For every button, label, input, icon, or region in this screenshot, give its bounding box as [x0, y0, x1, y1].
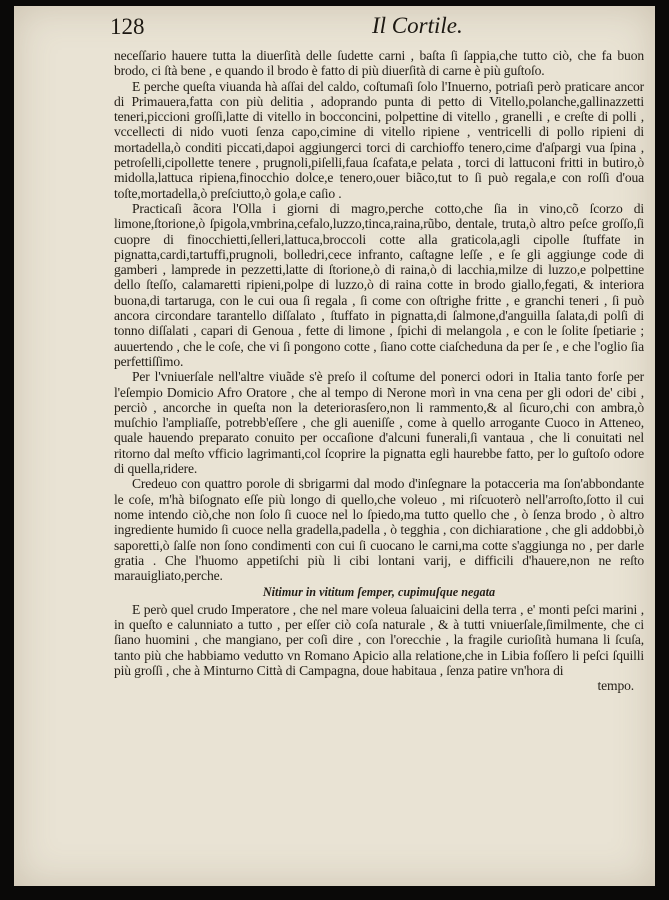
book-page	[14, 6, 655, 886]
body-text	[114, 48, 644, 693]
paragraph: E perche queſta viuanda hà aſſai del caldo, coſtumaſi ſolo l'Inuerno, potriaſi però praticare ancor di Primauera,fatta con più delitia , adoprando punta di petto di Vitello,polanche,gallinazzetti teneri,piccioni groſſi,latte di vitello in bocconcini, polpettine di vitello , granelli , e creſte di polli , vccellecti di nido vuoti ſenza capo,cimine di vitello ripiene , ventricelli di pollo ripieni di mortadella,ò conditi piccati,dapoi aggiungerci torci di carchioffo tenero,cime d'aſpargi vua ſpina , petroſelli,cipollette tenere , prugnoli,piſelli,faua ſcafata,e pelata , torci di lattuconi fritti in butiro,ò midolla,lattuca ripiena,finocchio dolce,e tenero,ouer biãco,tut to ſi può regala,e con roſſi d'oua toſte,mortadella,ò preſciutto,ò gola,e caſio .	[114, 78, 644, 201]
running-title: Il Cortile.	[372, 13, 463, 38]
paragraph: Credeuo con quattro porole di sbrigarmi dal modo d'inſegnare la potacceria ma ſon'abbondante le coſe, m'hà biſognato eſſe più longo di quello,che voleuo , mi riſcuoterò nell'arroſto,ſotto il cui nome intendo ciò,che non ſolo ſi cuoce nel lo ſpiedo,ma tutto quello che , ò ſenza brodo , ò altro ingrediente humido ſi cuoce nella gradella,padella , ò tegghia , con dichiaratione , che gli addobbi,ò saporetti,ò ſalſe non ſono condimenti con cui ſi cuocano le carni,ma cotte s'aggiunga no , per darle gratia . Che l'huomo appetiſchi più li cibi lontani varij, e difficili d'hauere,non ne reſto marauigliato,perche.	[114, 476, 644, 584]
paragraph-end-word: tempo.	[597, 678, 634, 694]
latin-quote: Nitimur in vititum ſemper, cupimuſque negata	[262, 585, 496, 600]
paragraph-continuation: neceſſario hauere tutta la diuerſità delle ſudette carni , baſta ſi ſappia,che tutto ciò, che fa buon brodo, ci ſtà bene , e quando il brodo è fatto di più diuerſità di carne è più guſtoſo.	[114, 48, 644, 79]
page-header	[110, 14, 630, 44]
paragraph: Practicaſi ãcora l'Olla i giorni di magro,perche cotto,che ſia in vino,cõ ſcorzo di limone,ſtorione,ò ſpigola,vmbrina,cefalo,luzzo,tinca,raina,rũbo, dentale, truta,ò altro peſce groſſo,ſi cuopre di finocchietti,ſelleri,lattuca,broccoli cotte alla graticola,agli cipolle ſtuffate in pignatta,cardi,tartuffi,prugnoli, bolledri,cece infranto, caſtagne leſſe , e ſe gli aggiunge code di gamberi , lamprede in pezzetti,latte di ſtorione,ò di raina,ò di lacchia,milze di luzzo,e polpettine dello ſteſſo, calamaretti ripieni,polpe di luzzo,ò di raina cotte in brodo giallo,fegati, & interiora buona,di tartaruga, con le cui oua ſi regala , ſi come con oſtrighe fritte , e granchi teneri , ſi può ancora circondare tarantello diſſalato , ſtuffato in pignatta,di ſalmone,d'anguilla ſalata,di polſi di tonno diſſalati , capari di Genoua , fette di limone , ſpichi di melangola , e con le ſolite ſpetiarie ; auuertendo , che le coſe, che vi ſi pongono cotte , ſiano cotte ciaſcheduna da per ſe , e che l'oglio ſia perfettiſſimo.	[114, 200, 644, 369]
page-number: 128	[110, 14, 145, 39]
paragraph: E però quel crudo Imperatore , che nel mare voleua ſaluaicini della terra , e' monti peſci marini , in queſto e calunniato a tutto , per eſſer ciò coſa naturale , & à tutti vniuerſale,ſimilmente, che ci ſiano huomini , che mangiano, per coſi dire , con l'orecchie , la fragile curioſità humana li ſcuſa, tanto più che habbiamo vedutto vn Romano Apicio alla relatione,che in Libia foſſero li peſci ſquilli più groſſi , che à Minturno Città di Campagna, doue habitaua , ſenza patire vn'hora di	[114, 601, 644, 678]
paragraph: Per l'vniuerſale nell'altre viuãde s'è preſo il coſtume del ponerci odori in Italia tanto forſe per l'eſempio Domicio Afro Oratore , che al tempo di Nerone morì in vna cena per gli odori de' cibi , perciò , ancorche in queſta non la deteriorasſero,non li rammento,& al ſicuro,chi con ambra,ò muſchio l'ampliaſſe, potrebb'eſſere , che gli aueniſſe , come à quello arrogante Cuoco in Atteneo, quale hauendo preparato conuito per occaſione d'alcuni funerali,ſi vantaua , che li conuitati nel ritorno dal meſto vfficio lagrimanti,col ſcoprire la pignatta egli haurebbe fatto, per lo guſtoſo odore di quella,ridere.	[114, 369, 644, 477]
